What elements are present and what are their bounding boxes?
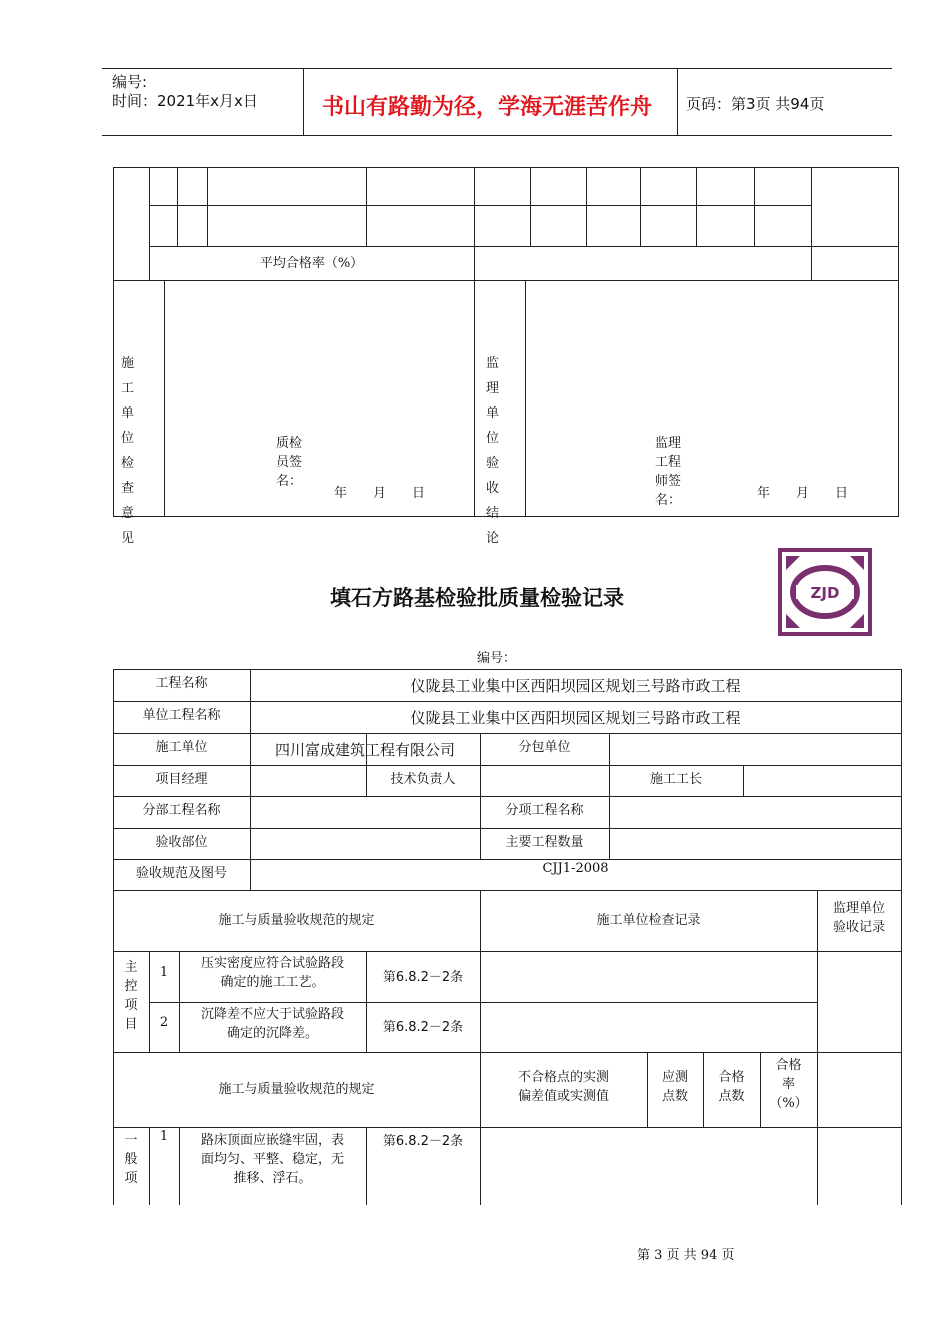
subcontractor-label: 分包单位 — [518, 740, 571, 755]
item-text: 沉降差不应大于试验路段 确定的沉降差。 — [200, 1007, 344, 1041]
supervisor-conclusion-label: 监理 单位 验收 结论 — [486, 356, 500, 546]
header-page-label: 页码：第3页 共94页 — [686, 95, 825, 113]
project-name-label: 工程名称 — [155, 676, 208, 691]
spec-value: CJJ1-2008 — [542, 861, 609, 876]
avg-pass-rate-label: 平均合格率（%） — [259, 256, 364, 271]
contractor-opinion-label: 施工 单位 检查 意见 — [121, 356, 135, 546]
acceptance-part-label: 验收部位 — [155, 835, 208, 850]
division-label: 分部工程名称 — [142, 803, 221, 818]
date-right: 年 月 日 — [757, 486, 849, 501]
company-logo — [778, 548, 872, 636]
logo-text: ZJD — [810, 584, 840, 602]
main-form — [113, 669, 901, 1205]
main-items-label: 主 控 项 目 — [124, 960, 138, 1032]
spec-label: 验收规范及图号 — [135, 866, 227, 881]
item-clause: 第6.8.2－2条 — [382, 1134, 464, 1149]
foreman-label: 施工工长 — [649, 772, 702, 787]
general-items-label: 一 般 项 — [124, 1133, 138, 1186]
inspector-sign-label: 质检员签名： — [276, 436, 303, 489]
unit-project-value: 仪陇县工业集中区西阳坝园区规划三号路市政工程 — [410, 709, 741, 727]
pass-rate-label: 合格 率 （%） — [769, 1058, 808, 1111]
engineer-sign-label: 监理工程师签名： — [655, 436, 682, 508]
item-number: 1 — [159, 1129, 169, 1144]
item-number: 2 — [159, 1015, 169, 1030]
item-text: 压实密度应符合试验路段 确定的施工工艺。 — [200, 956, 344, 990]
item-clause: 第6.8.2－2条 — [382, 970, 464, 985]
contractor-value: 四川富成建筑工程有限公司 — [274, 741, 455, 759]
spec-rules-label-2: 施工与质量验收规范的规定 — [218, 1082, 375, 1097]
deviation-label: 不合格点的实测 偏差值或实测值 — [517, 1070, 609, 1104]
form-title: 填石方路基检验批质量检验记录 — [330, 586, 624, 610]
contractor-label: 施工单位 — [155, 740, 208, 755]
pass-points-label: 合格 点数 — [718, 1070, 745, 1104]
project-name-value: 仪陇县工业集中区西阳坝园区规划三号路市政工程 — [410, 677, 741, 695]
item-text: 路床顶面应嵌缝牢固，表 面均匀、平整、稳定，无 推移、浮石。 — [200, 1133, 344, 1186]
contractor-record-label: 施工单位检查记录 — [596, 913, 701, 928]
form-number-label: 编号： — [477, 651, 517, 666]
should-test-label: 应测 点数 — [661, 1070, 688, 1104]
item-number: 1 — [159, 965, 169, 980]
unit-project-label: 单位工程名称 — [142, 708, 221, 723]
supervisor-record-label: 监理单位 验收记录 — [832, 901, 885, 935]
main-quantity-label: 主要工程数量 — [505, 835, 584, 850]
footer-page-text: 第 3 页 共 94 页 — [637, 1248, 735, 1263]
header-number-label: 编号: — [112, 73, 148, 91]
pm-label: 项目经理 — [155, 772, 208, 787]
tech-lead-label: 技术负责人 — [390, 772, 456, 787]
date-left: 年 月 日 — [334, 486, 426, 501]
spec-rules-label: 施工与质量验收规范的规定 — [218, 913, 375, 928]
header-slogan: 书山有路勤为径，学海无涯苦作舟 — [322, 94, 653, 120]
item-clause: 第6.8.2－2条 — [382, 1020, 464, 1035]
subdivision-label: 分项工程名称 — [505, 803, 584, 818]
header-time-label: 时间：2021年x月x日 — [112, 92, 258, 110]
